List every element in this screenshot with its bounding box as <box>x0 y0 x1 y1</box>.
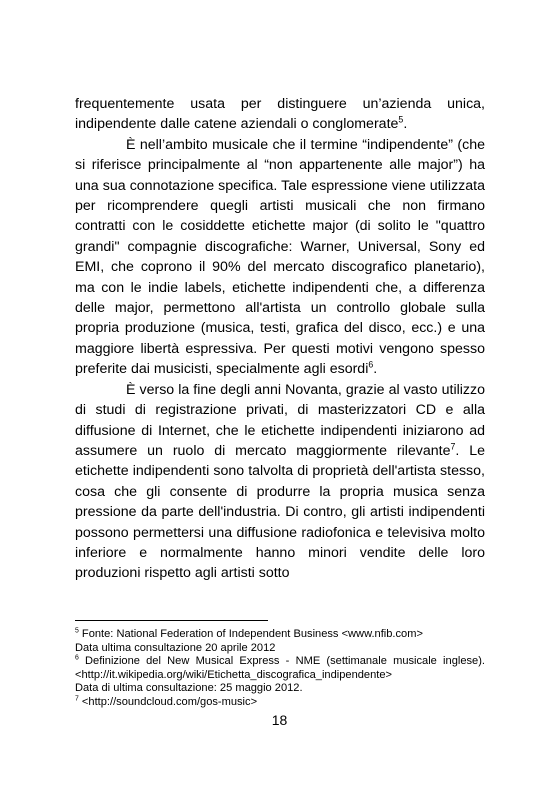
footnote-number: 7 <box>75 695 79 703</box>
text-line: (che si riferisce principalmente al “non appartenente alle <box>75 136 485 174</box>
text-line: musicisti, specialmente agli esordi <box>153 361 369 378</box>
text-line: le "quattro grandi" compagnie discografiche: Warner, <box>75 218 485 255</box>
text-line: minori vendite delle loro produzioni rispetto agli artisti sotto <box>75 544 485 582</box>
footnote-5 <box>75 628 485 655</box>
text-line: rilevante <box>396 442 451 459</box>
footnote-ref-7[interactable]: 7 <box>450 441 456 452</box>
paragraph-1 <box>75 94 485 135</box>
text-line: È verso la fine degli anni Novanta, grazie al vasto <box>126 381 438 398</box>
footnote-ref-5[interactable]: 5 <box>398 114 404 125</box>
text-line: . <box>403 116 408 133</box>
body-text <box>75 94 485 584</box>
footnote-number: 6 <box>75 654 79 662</box>
footnote-text: Definizione del New Musical Express - NME (settimanale musicale inglese). <http://it.wikipedia.org/wiki/Etichetta_discografica_indipendente> <box>75 655 485 681</box>
text-line: viene utilizzata per ricomprendere quegli artisti musicali che <box>75 177 485 215</box>
footnote-7 <box>75 696 485 710</box>
text-line: utilizzo di studi di registrazione privati, di masterizzatori CD e <box>75 381 485 419</box>
footnote-text: <http://soundcloud.com/gos-music> <box>81 695 258 708</box>
footnote-subtext: Data di ultima consultazione: 25 maggio 2012. <box>75 682 303 695</box>
text-line: dell'artista stesso, cosa che gli consente di produrre la propria <box>75 463 485 500</box>
footnote-6 <box>75 655 485 696</box>
text-line: . Le etichette indipendenti sono talvolta di proprietà <box>75 442 485 480</box>
text-line: Universal, Sony ed EMI, che coprono il 90% del mercato <box>75 238 486 276</box>
text-line: discografico planetario), ma con le indie labels, etichette <box>75 259 485 296</box>
text-line: major”) ha una sua connotazione specifica. Tale espressione <box>75 157 485 194</box>
text-line: indipendenti che, a differenza delle major, permettono <box>75 279 485 317</box>
page-number: 18 <box>271 712 288 728</box>
text-line: indipendente dalle catene aziendali o conglomerate <box>75 116 399 133</box>
paragraph-2 <box>75 135 485 380</box>
text-line: musica senza pressione da parte dell'industria. Di contro, gli <box>75 483 485 521</box>
text-line: frequentemente usata per distinguere un’azienda unica, <box>75 96 485 112</box>
text-line: . <box>373 361 378 378</box>
text-line: (musica, testi, grafica del disco, ecc.) e una maggiore libertà <box>75 320 485 357</box>
text-line: espressiva. Per questi motivi vengono spesso preferite dai <box>75 340 485 378</box>
paragraph-3 <box>75 380 485 584</box>
footnotes <box>75 628 485 710</box>
text-line: all'artista un controllo globale sulla propria produzione <box>75 300 485 337</box>
text-line: non firmano contratti con le cosiddette etichette major (di solito <box>75 198 485 235</box>
footnote-subtext: Data ultima consultazione 20 aprile 2012 <box>75 641 276 654</box>
footnote-ref-6[interactable]: 6 <box>368 359 374 370</box>
text-line: alla diffusione di Internet, che le etichette indipendenti <box>75 402 485 439</box>
text-line: radiofonica e televisiva molto inferiore e normalmente hanno <box>75 524 485 561</box>
footnote-text: Fonte: National Federation of Independent Business <www.nfib.com> <box>81 628 423 640</box>
text-line: È nell’ambito musicale che il termine “indipendente” <box>126 136 453 153</box>
footnote-separator <box>75 620 268 621</box>
footnote-number: 5 <box>75 627 79 635</box>
text-line: artisti indipendenti possono permettersi una diffusione <box>75 504 485 541</box>
text-line: iniziarono ad assumere un ruolo di mercato maggiormente <box>75 422 486 459</box>
